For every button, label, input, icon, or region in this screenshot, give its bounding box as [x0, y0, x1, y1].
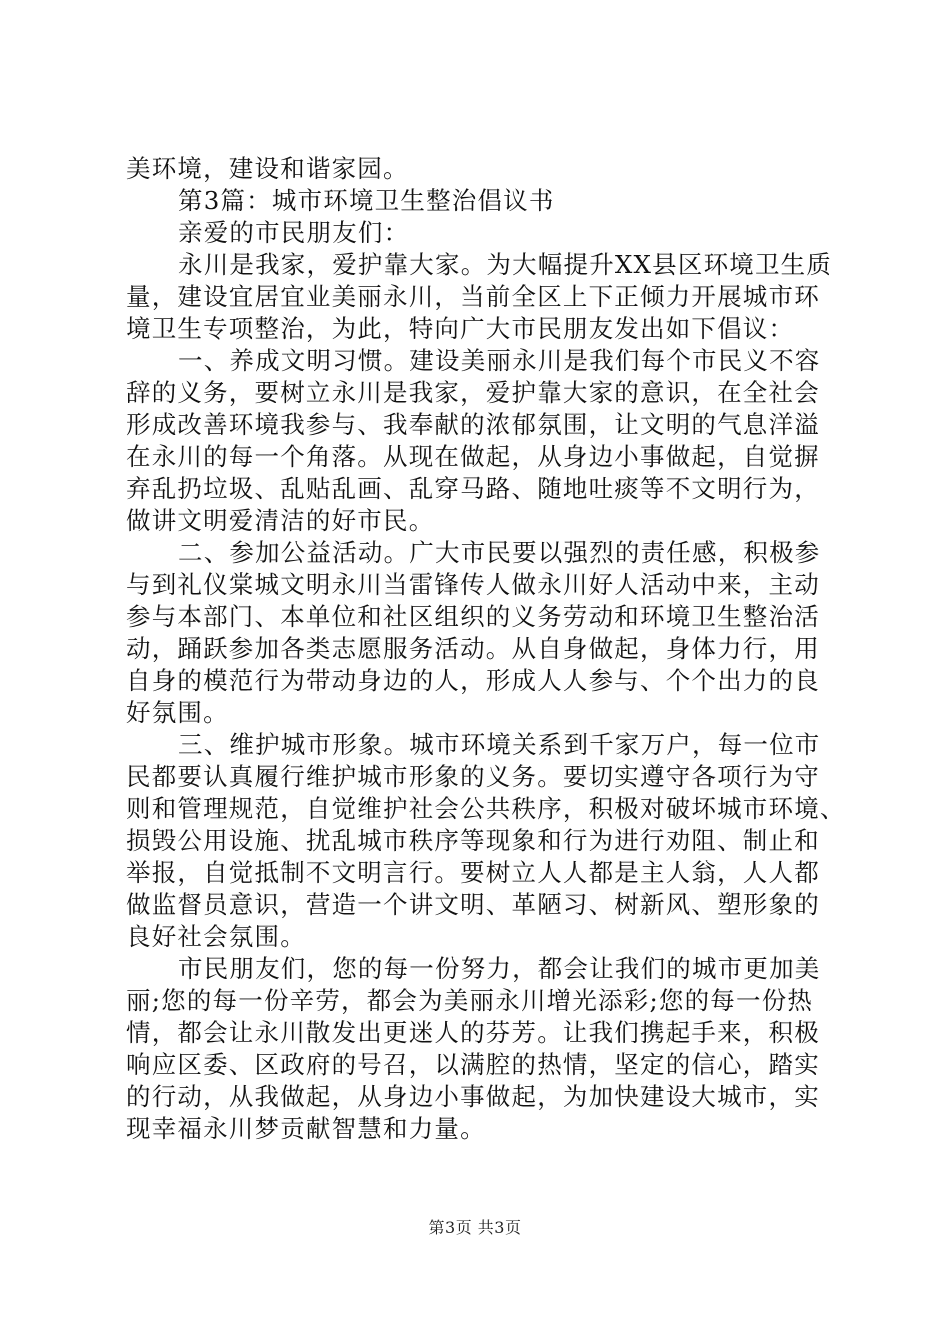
text-line: 第3篇：城市环境卫生整治倡议书: [178, 186, 555, 215]
text-line: 则和管理规范，自觉维护社会公共秩序，积极对破坏城市环境、: [126, 794, 846, 823]
text-line: 美环境，建设和谐家园。: [126, 154, 409, 183]
text-line: 市民朋友们，您的每一份努力，都会让我们的城市更加美: [178, 954, 821, 983]
document-body: [126, 153, 846, 1145]
text-line: 亲爱的市民朋友们：: [178, 218, 410, 247]
text-line: 的行动，从我做起，从身边小事做起，为加快建设大城市，实: [126, 1082, 820, 1111]
text-line: 二、参加公益活动。广大市民要以强烈的责任感，积极参: [178, 538, 821, 567]
text-line: 三、维护城市形象。城市环境关系到千家万户，每一位市: [178, 730, 821, 759]
text-line: 境卫生专项整治，为此，特向广大市民朋友发出如下倡议：: [126, 314, 795, 343]
text-line: 永川是我家，爱护靠大家。为大幅提升XX县区环境卫生质: [178, 250, 833, 279]
text-line: 民都要认真履行维护城市形象的义务。要切实遵守各项行为守: [126, 762, 820, 791]
text-line: 做监督员意识，营造一个讲文明、革陋习、树新风、塑形象的: [126, 890, 820, 919]
page-footer: 第3页 共3页: [428, 1218, 522, 1237]
text-line: 做讲文明爱清洁的好市民。: [126, 506, 435, 535]
text-line: 情，都会让永川散发出更迷人的芬芳。让我们携起手来，积极: [126, 1018, 820, 1047]
text-line: 现幸福永川梦贡献智慧和力量。: [126, 1114, 486, 1143]
text-line: 损毁公用设施、扰乱城市秩序等现象和行为进行劝阻、制止和: [126, 826, 820, 855]
text-line: 良好社会氛围。: [126, 922, 306, 951]
text-line: 丽;您的每一份辛劳，都会为美丽永川增光添彩;您的每一份热: [126, 986, 814, 1015]
text-line: 一、养成文明习惯。建设美丽永川是我们每个市民义不容: [178, 346, 821, 375]
text-line: 与到礼仪棠城文明永川当雷锋传人做永川好人活动中来，主动: [126, 570, 820, 599]
text-line: 辞的义务，要树立永川是我家，爱护靠大家的意识，在全社会: [126, 378, 820, 407]
text-line: 参与本部门、本单位和社区组织的义务劳动和环境卫生整治活: [126, 602, 820, 631]
text-line: 响应区委、区政府的号召，以满腔的热情，坚定的信心，踏实: [126, 1050, 820, 1079]
text-line: 弃乱扔垃圾、乱贴乱画、乱穿马路、随地吐痰等不文明行为，: [126, 474, 820, 503]
text-line: 举报，自觉抵制不文明言行。要树立人人都是主人翁，人人都: [126, 858, 820, 887]
text-line: 形成改善环境我参与、我奉献的浓郁氛围，让文明的气息洋溢: [126, 410, 820, 439]
text-line: 自身的模范行为带动身边的人，形成人人参与、个个出力的良: [126, 666, 820, 695]
text-line: 动，踊跃参加各类志愿服务活动。从自身做起，身体力行，用: [126, 634, 820, 663]
text-line: 量，建设宜居宜业美丽永川，当前全区上下正倾力开展城市环: [126, 282, 820, 311]
text-line: 在永川的每一个角落。从现在做起，从身边小事做起，自觉摒: [126, 442, 820, 471]
text-line: 好氛围。: [126, 698, 229, 727]
